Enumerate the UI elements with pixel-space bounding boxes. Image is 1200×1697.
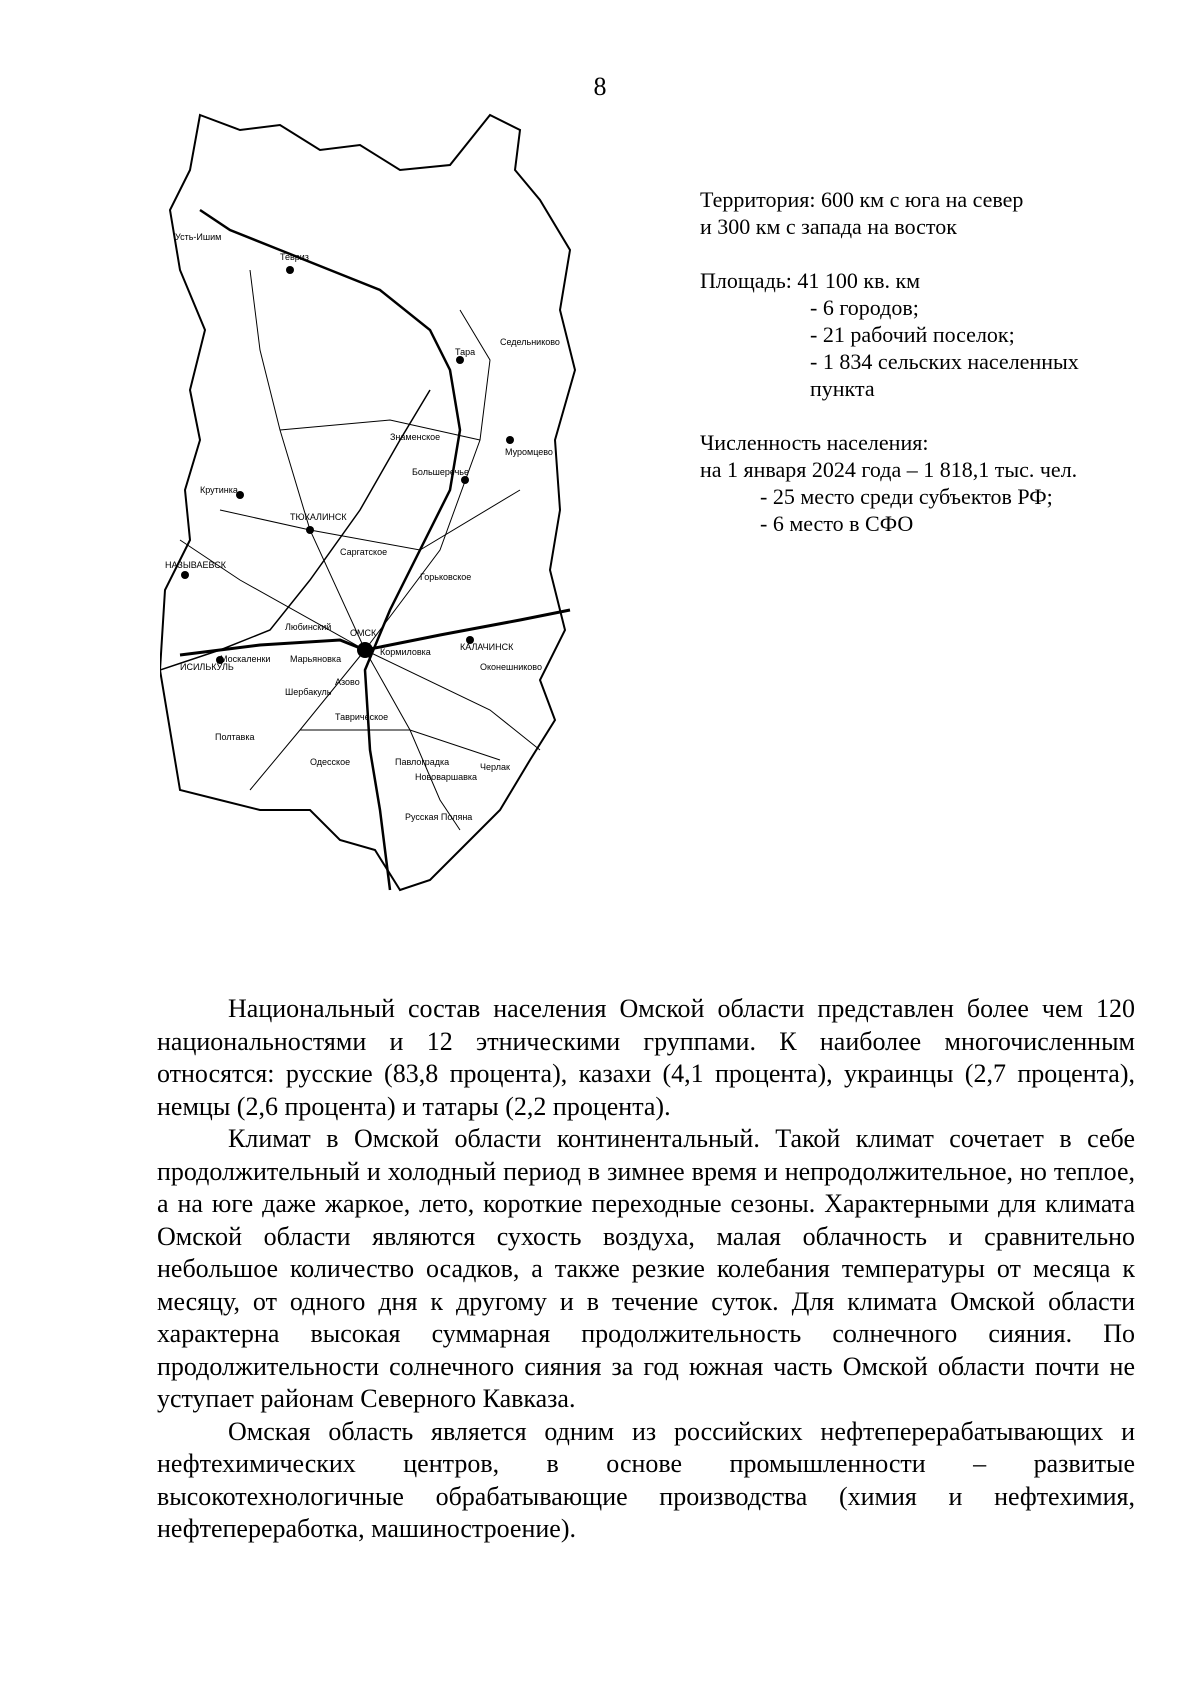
map-label: Тевриз	[280, 252, 309, 262]
map-label: Оконешниково	[480, 662, 542, 672]
map-label: Тара	[455, 347, 476, 357]
omsk-region-map	[160, 110, 620, 970]
settlement-markers	[181, 266, 514, 664]
population-item: - 6 место в СФО	[760, 511, 914, 536]
map-label: Большеречье	[412, 467, 469, 477]
territory-line: и 300 км с запада на восток	[700, 214, 957, 239]
body-paragraph: Омская область является одним из российских нефтеперерабатывающих и нефтехимических центров, в основе промышленности – развитые высокотехнологичные обрабатывающие производства (химия и нефтехимия, нефтепереработка, машиностроение).	[157, 1416, 1135, 1543]
irtysh-river	[200, 210, 460, 890]
population-title: Численность населения:	[700, 430, 929, 455]
map-label: Русская Поляна	[405, 812, 473, 822]
map-label: КАЛАЧИНСК	[460, 642, 514, 652]
population-block	[700, 429, 1140, 537]
map-label: Павлоградка	[395, 757, 450, 767]
territory-line: Территория: 600 км с юга на север	[700, 187, 1024, 212]
page-number: 8	[593, 72, 607, 101]
map-label: Саргатское	[340, 547, 388, 557]
area-block	[700, 267, 1140, 402]
map-label: Нововаршавка	[415, 772, 478, 782]
map-label: Любинский	[285, 622, 332, 632]
map-label: Полтавка	[215, 732, 255, 742]
body-text	[157, 993, 1135, 1546]
map-label: Горьковское	[420, 572, 472, 582]
body-paragraph: Климат в Омской области континентальный. Такой климат сочетает в себе продолжительный и холодный период в зимнее время и непродолжительное, но теплое, а на юге даже жаркое, лето, короткие переходные сезоны. Характерными для климата Омской области являются сухость воздуха, малая облачность и сравнительно небольшое количество осадков, а также резкие колебания температуры от месяца к месяцу, от одного дня к другому и в течение суток. Для климата Омской области характерна высокая суммарная продолжительность солнечного сияния. По продолжительности солнечного сияния за год южная часть Омской области почти не уступает районам Северного Кавказа.	[157, 1124, 1135, 1413]
map-label: Седельниково	[500, 337, 560, 347]
map-label: Черлак	[480, 762, 510, 772]
map-label: ИСИЛЬКУЛЬ	[180, 662, 234, 672]
map-label: Усть-Ишим	[175, 232, 222, 242]
map-label: НАЗЫВАЕВСК	[165, 560, 226, 570]
map-label: Таврическое	[335, 712, 389, 722]
region-border	[160, 115, 575, 890]
map-label: Азово	[335, 677, 360, 687]
body-paragraph: Национальный состав населения Омской области представлен более чем 120 национальностями и 12 этническими группами. К наиболее многочисленным относятся: русские (83,8 процента), казахи (4,1 процента), украинцы (2,7 процента), немцы (2,6 процента) и татары (2,2 процента).	[157, 994, 1135, 1121]
map-label: Марьяновка	[290, 654, 342, 664]
area-line: Площадь: 41 100 кв. км	[700, 268, 921, 293]
area-item: - 6 городов;	[810, 295, 919, 320]
region-info-panel	[700, 186, 1140, 564]
map-label: Москаленки	[220, 654, 271, 664]
territory-block	[700, 186, 1140, 240]
population-value: на 1 января 2024 года – 1 818,1 тыс. чел.	[700, 457, 1078, 482]
map-label: Шербакуль	[285, 687, 332, 697]
population-item: - 25 место среди субъектов РФ;	[760, 484, 1053, 509]
map-labels	[165, 232, 560, 822]
map-label: Муромцево	[505, 447, 553, 457]
map-label: ТЮКАЛИНСК	[290, 512, 347, 522]
map-label: Знаменское	[390, 432, 441, 442]
map-label: ОМСК	[350, 628, 377, 638]
map-label: Одесское	[310, 757, 351, 767]
area-item: - 21 рабочий поселок;	[810, 322, 1015, 347]
map-label: Кормиловка	[380, 647, 431, 657]
area-item: пункта	[810, 376, 875, 401]
area-item: - 1 834 сельских населенных	[810, 349, 1079, 374]
map-label: Крутинка	[200, 485, 238, 495]
